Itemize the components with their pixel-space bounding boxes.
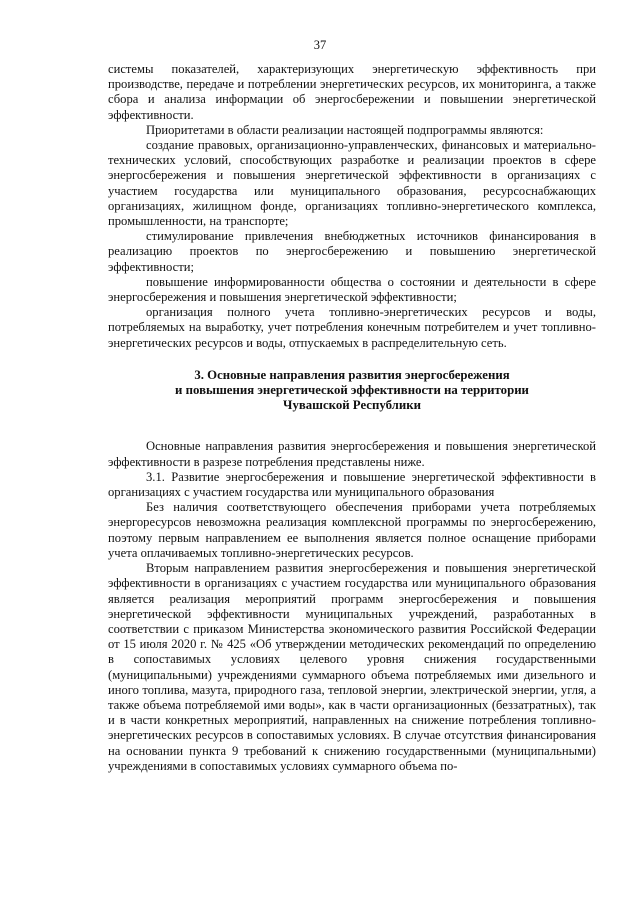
paragraph: стимулирование привлечения внебюджетных источников финансирования в реализацию проектов по энергосбережению и повышению энергетической эффективности; — [108, 229, 596, 274]
section-heading — [108, 368, 596, 414]
section-heading-line: 3. Основные направления развития энергосбережения — [194, 367, 510, 382]
paragraph: Вторым направлением развития энергосбережения и повышения энергетической эффективности в организациях с участием государства или муниципального образования является реализация мероприятий программ энергосбережения и повышения энергетической эффективности муниципальных учреждений, разработанных в соответствии с приказом Министерства экономического развития Российской Федерации от 15 июля 2020 г. № 425 «Об утверждении методических рекомендаций по определению в сопоставимых условиях целевого уровня снижения государственными (муниципальными) учреждениями суммарного объема потребляемых ими дизельного и иного топлива, мазута, природного газа, тепловой энергии, электрической энергии, угля, а также объема потребляемой ими воды», как в части организационных (беззатратных), так и в части конкретных мероприятий, направленных на снижение потребления топливно-энергетических ресурсов в сопоставимых условиях. В случае отсутствия финансирования на основании пункта 9 требований к снижению государственными (муниципальными) учреждениями в сопоставимых условиях суммарного объема по- — [108, 561, 596, 773]
paragraph-group-top — [108, 62, 596, 351]
page-number: 37 — [313, 38, 327, 52]
document-body — [108, 62, 596, 774]
section-heading-line: Чувашской Республики — [283, 398, 421, 413]
paragraph: Без наличия соответствующего обеспечения приборами учета потребляемых энергоресурсов невозможна реализация комплексной программы по энергосбережению, поэтому первым направлением ее выполнения является полное оснащение приборами учета оплачиваемых топливно-энергетических ресурсов. — [108, 500, 596, 560]
paragraph: Основные направления развития энергосбережения и повышения энергетической эффективности в разрезе потребления представлены ниже. — [108, 439, 596, 469]
section-heading-line: и повышения энергетической эффективности на территории — [175, 383, 529, 398]
paragraph: системы показателей, характеризующих энергетическую эффективность при производстве, передаче и потреблении энергетических ресурсов, их мониторинга, а также сбора и анализа информации об энергосбережении и повышении энергетической эффективности. — [108, 62, 596, 122]
paragraph-group-bottom — [108, 439, 596, 773]
paragraph: Приоритетами в области реализации настоящей подпрограммы являются: — [146, 122, 544, 137]
paragraph: организация полного учета топливно-энергетических ресурсов и воды, потребляемых на выработку, учет потребления конечным потребителем и учет топливно-энергетических ресурсов и воды, отпускаемых в распределительную сеть. — [108, 305, 596, 350]
paragraph: повышение информированности общества о состоянии и деятельности в сфере энергосбережения и повышения энергетической эффективности; — [108, 274, 596, 305]
paragraph: создание правовых, организационно-управленческих, финансовых и материально-технических условий, способствующих разработке и реализации проектов в сфере энергосбережения и повышения энергетической эффективности в организациях с участием государства или муниципального образования, ресурсоснабжающих организациях, жилищном фонде, организациях топливно-энергетического комплекса, промышленности, на транспорте; — [108, 138, 596, 229]
subsection-title: 3.1. Развитие энергосбережения и повышение энергетической эффективности в организациях с участием государства или муниципального образования — [108, 469, 596, 500]
